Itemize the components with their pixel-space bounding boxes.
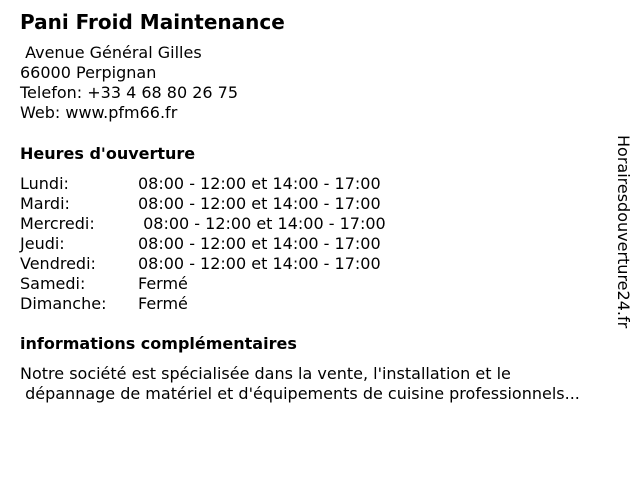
business-description bbox=[20, 364, 632, 404]
day-label: Samedi: bbox=[20, 274, 86, 293]
opening-hours-table bbox=[20, 174, 440, 314]
time-range: 08:00 - 12:00 et 14:00 - 17:00 bbox=[138, 234, 381, 253]
time-range: 08:00 - 12:00 et 14:00 - 17:00 bbox=[138, 214, 386, 233]
day-label: Dimanche: bbox=[20, 294, 107, 313]
time-range: 08:00 - 12:00 et 14:00 - 17:00 bbox=[138, 194, 381, 213]
hours-row-wednesday bbox=[20, 214, 440, 234]
time-range: 08:00 - 12:00 et 14:00 - 17:00 bbox=[138, 174, 381, 193]
business-name: Pani Froid Maintenance bbox=[20, 10, 285, 34]
time-range: 08:00 - 12:00 et 14:00 - 17:00 bbox=[138, 254, 381, 273]
additional-info-heading: informations complémentaires bbox=[20, 334, 297, 353]
website-link[interactable]: Web: www.pfm66.fr bbox=[20, 103, 178, 122]
site-watermark: Horairesdouverture24.fr bbox=[614, 135, 633, 329]
phone-number[interactable]: Telefon: +33 4 68 80 26 75 bbox=[20, 83, 239, 102]
hours-row-monday bbox=[20, 174, 440, 194]
day-label: Mardi: bbox=[20, 194, 70, 213]
hours-row-friday bbox=[20, 254, 440, 274]
opening-hours-heading: Heures d'ouverture bbox=[20, 144, 196, 163]
hours-row-thursday bbox=[20, 234, 440, 254]
hours-row-sunday bbox=[20, 294, 440, 314]
description-line: dépannage de matériel et d'équipements de cuisine professionnels... bbox=[20, 384, 580, 403]
time-range: Fermé bbox=[138, 294, 188, 313]
time-range: Fermé bbox=[138, 274, 188, 293]
hours-row-saturday bbox=[20, 274, 440, 294]
day-label: Lundi: bbox=[20, 174, 69, 193]
hours-row-tuesday bbox=[20, 194, 440, 214]
day-label: Jeudi: bbox=[20, 234, 65, 253]
city-postcode: 66000 Perpignan bbox=[20, 63, 157, 82]
description-line: Notre société est spécialisée dans la vente, l'installation et le bbox=[20, 364, 511, 383]
street-address: Avenue Général Gilles bbox=[20, 43, 202, 62]
day-label: Vendredi: bbox=[20, 254, 96, 273]
day-label: Mercredi: bbox=[20, 214, 95, 233]
address-block bbox=[20, 43, 238, 123]
